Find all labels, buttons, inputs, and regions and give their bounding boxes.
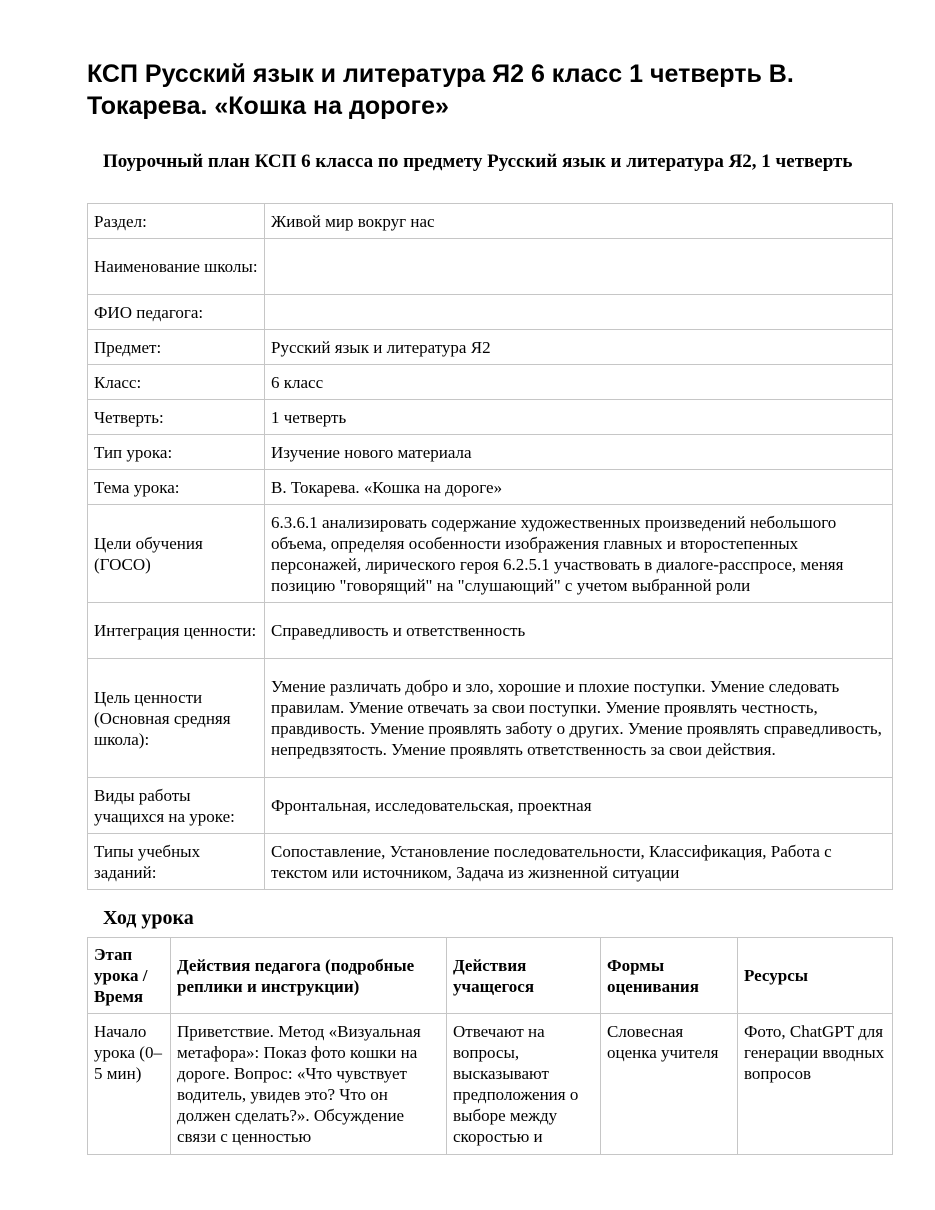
table-row [88,204,893,239]
column-header-resources: Ресурсы [738,938,893,1014]
table-row [88,435,893,470]
row-label: Наименование школы: [88,239,265,295]
cell-assessment: Словесная оценка учителя [601,1014,738,1155]
lesson-info-table [87,203,893,890]
row-label: Четверть: [88,400,265,435]
row-value: 6.3.6.1 анализировать содержание художественных произведений небольшого объема, определяя особенности изображения главных и второстепенных персонажей, лирического героя 6.2.5.1 участвовать в диалоге-расспросе, меняя позицию "говорящий" на "слушающий" с учетом выбранной роли [265,505,893,603]
row-label: Тема урока: [88,470,265,505]
table-row [88,400,893,435]
lesson-flow-heading: Ход урока [103,907,194,929]
row-value: Изучение нового материала [265,435,893,470]
cell-teacher: Приветствие. Метод «Визуальная метафора»: Показ фото кошки на дороге. Вопрос: «Что чувствует водитель, увидев это? Что он должен сделать?». Обсуждение связи с ценностью [171,1014,447,1155]
row-value [265,239,893,295]
row-value [265,295,893,330]
row-value: Сопоставление, Установление последовательности, Классификация, Работа с текстом или источником, Задача из жизненной ситуации [265,834,893,890]
table-row [88,239,893,295]
row-label: Типы учебных заданий: [88,834,265,890]
row-value: В. Токарева. «Кошка на дороге» [265,470,893,505]
row-value: Русский язык и литература Я2 [265,330,893,365]
column-header-assessment: Формы оценивания [601,938,738,1014]
cell-resources: Фото, ChatGPT для генерации вводных вопросов [738,1014,893,1155]
table-row [88,365,893,400]
row-value: Живой мир вокруг нас [265,204,893,239]
page-title: КСП Русский язык и литература Я2 6 класс 1 четверть В. Токарева. «Кошка на дороге» [87,60,794,120]
table-row [88,330,893,365]
table-row [88,505,893,603]
table-row [88,470,893,505]
row-label: Тип урока: [88,435,265,470]
column-header-student: Действия учащегося [447,938,601,1014]
row-label: Раздел: [88,204,265,239]
column-header-stage: Этап урока / Время [88,938,171,1014]
row-label: Цель ценности (Основная средняя школа): [88,659,265,778]
lesson-flow-table [87,937,893,1155]
cell-stage: Начало урока (0–5 мин) [88,1014,171,1155]
row-label: Класс: [88,365,265,400]
row-value: Умение различать добро и зло, хорошие и плохие поступки. Умение следовать правилам. Умение отвечать за свои поступки. Умение проявлять честность, правдивость. Умение проявлять заботу о других. Умение проявлять справедливость, непредвзятость. Умение проявлять ответственность за свои действия. [265,659,893,778]
table-header-row [88,938,893,1014]
column-header-teacher: Действия педагога (подробные реплики и инструкции) [171,938,447,1014]
cell-student: Отвечают на вопросы, высказывают предположения о выборе между скоростью и [447,1014,601,1155]
row-label: Предмет: [88,330,265,365]
row-value: Справедливость и ответственность [265,603,893,659]
table-row [88,603,893,659]
table-row [88,834,893,890]
table-row [88,659,893,778]
row-label: Интеграция ценности: [88,603,265,659]
row-value: Фронтальная, исследовательская, проектная [265,778,893,834]
table-row [88,295,893,330]
table-row [88,1014,893,1155]
row-label: Виды работы учащихся на уроке: [88,778,265,834]
row-label: ФИО педагога: [88,295,265,330]
row-label: Цели обучения (ГОСО) [88,505,265,603]
row-value: 6 класс [265,365,893,400]
plan-subtitle: Поурочный план КСП 6 класса по предмету Русский язык и литература Я2, 1 четверть [103,151,853,172]
row-value: 1 четверть [265,400,893,435]
table-row [88,778,893,834]
